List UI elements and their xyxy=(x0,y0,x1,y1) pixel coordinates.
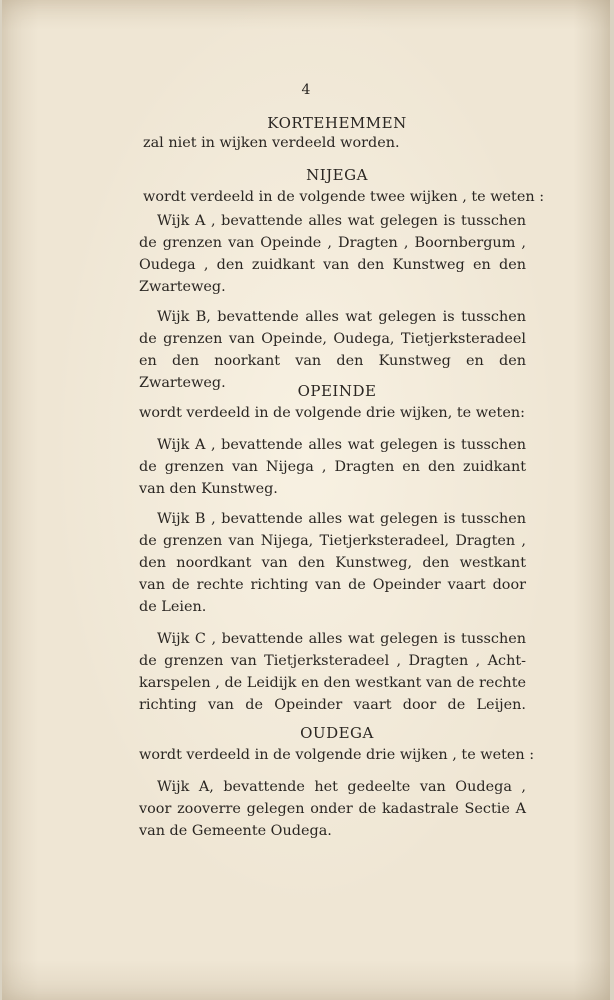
ward-line: van de Gemeente Oudega. xyxy=(139,823,332,839)
section-heading-oudega: OUDEGA xyxy=(300,724,374,742)
ward-line: de grenzen van Nijega, Tietjerksteradeel, Dragten , xyxy=(139,533,526,549)
ward-line: de grenzen van Opeinde , Dragten , Boornbergum , xyxy=(139,235,526,251)
ward-line: de grenzen van Opeinde, Oudega, Tietjerksteradeel xyxy=(139,331,526,347)
section-intro-nijega: wordt verdeeld in de volgende twee wijken , te weten : xyxy=(143,189,545,205)
ward-line: Wijk C , bevattende alles wat gelegen is tusschen xyxy=(157,631,526,647)
ward-line: Oudega , den zuidkant van den Kunstweg en den xyxy=(139,257,526,273)
section-heading-kortehemmen: KORTEHEMMEN xyxy=(267,114,407,132)
page-number: 4 xyxy=(301,82,311,98)
ward-line: van den Kunstweg. xyxy=(139,481,278,497)
ward-line: voor zooverre gelegen onder de kadastrale Sectie A xyxy=(139,801,526,817)
section-heading-opeinde: OPEINDE xyxy=(297,382,377,400)
ward-line: Wijk A , bevattende alles wat gelegen is tusschen xyxy=(157,437,526,453)
ward-line: de grenzen van Tietjerksteradeel , Dragten , Acht- xyxy=(139,653,526,669)
section-intro-oudega: wordt verdeeld in de volgende drie wijken , te weten : xyxy=(139,747,535,763)
ward-line: Wijk B, bevattende alles wat gelegen is tusschen xyxy=(157,309,526,325)
section-intro-opeinde: wordt verdeeld in de volgende drie wijken, te weten: xyxy=(139,405,525,421)
ward-line: en den noorkant van den Kunstweg en den Zwarteweg. xyxy=(139,353,526,391)
ward-line: Zwarteweg. xyxy=(139,279,226,295)
ward-line: van de rechte richting van de Opeinder vaart door xyxy=(139,577,526,593)
ward-line: Wijk A, bevattende het gedeelte van Oudega , xyxy=(157,779,526,795)
ward-line: karspelen , de Leidijk en den westkant van de rechte xyxy=(139,675,526,691)
ward-line: den noordkant van den Kunstweg, den westkant xyxy=(139,555,526,571)
ward-line: richting van de Opeinder vaart door de Leijen. xyxy=(139,697,526,713)
section-heading-nijega: NIJEGA xyxy=(306,166,368,184)
ward-line: Wijk A , bevattende alles wat gelegen is tusschen xyxy=(157,213,526,229)
ward-line: de grenzen van Nijega , Dragten en den zuidkant xyxy=(139,459,526,475)
ward-line: Wijk B , bevattende alles wat gelegen is tusschen xyxy=(157,511,526,527)
document-page xyxy=(2,0,610,1000)
ward-line: de Leien. xyxy=(139,599,207,615)
section-intro-kortehemmen: zal niet in wijken verdeeld worden. xyxy=(143,135,400,151)
